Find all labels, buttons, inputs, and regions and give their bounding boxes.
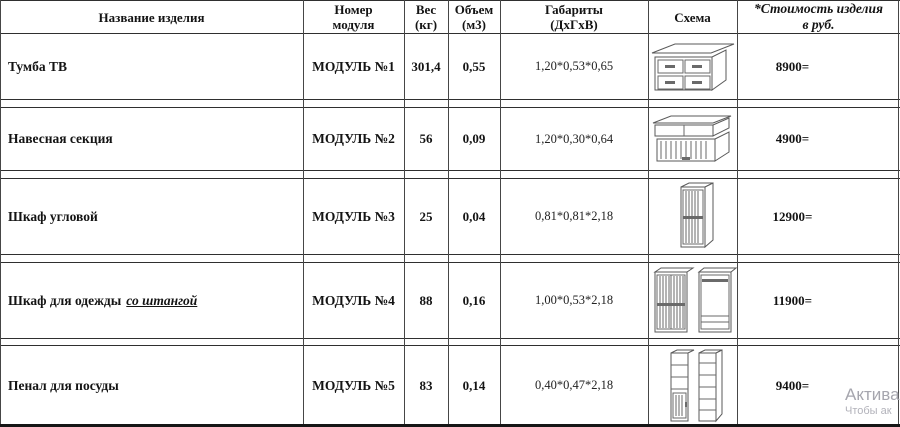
price-cell: 4900= <box>775 131 810 146</box>
module-cell: МОДУЛЬ №5 <box>312 377 395 393</box>
dimensions-cell: 0,81*0,81*2,18 <box>534 209 614 223</box>
product-name: Пенал для посуды <box>8 377 119 393</box>
module-cell: МОДУЛЬ №4 <box>312 292 395 308</box>
watermark-title: Актива <box>845 386 900 404</box>
dish-cabinet-drawing <box>661 348 725 424</box>
product-name-cell <box>0 34 303 99</box>
weight-cell: 301,4 <box>411 58 441 74</box>
product-name-cell <box>0 108 303 170</box>
corner-wardrobe-drawing <box>665 181 721 253</box>
wall-section-drawing <box>649 112 737 166</box>
module-cell: МОДУЛЬ №2 <box>312 131 395 146</box>
volume-cell: 0,16 <box>462 292 486 308</box>
tv-stand-drawing <box>649 39 737 95</box>
schema-cell <box>648 346 737 425</box>
weight-cell: 83 <box>419 377 433 393</box>
product-name: Шкаф угловой <box>8 208 98 224</box>
product-name: Навесная секция <box>8 131 113 146</box>
price-cell: 11900= <box>772 292 813 308</box>
price-cell: 12900= <box>772 208 813 224</box>
table-row <box>0 178 900 255</box>
schema-cell <box>648 34 737 99</box>
price-cell: 9400= <box>775 377 810 393</box>
dimensions-cell: 1,20*0,53*0,65 <box>534 59 614 73</box>
row-gap <box>0 171 900 178</box>
header-price: *Стоимость изделия в руб. <box>754 1 883 32</box>
header-volume: Объем (м3) <box>454 2 494 32</box>
volume-cell: 0,04 <box>462 208 486 224</box>
product-name-cell <box>0 263 303 338</box>
table-row <box>0 34 900 100</box>
table-row <box>0 107 900 171</box>
schema-cell <box>648 263 737 338</box>
header-module-number: Номер модуля <box>332 2 375 32</box>
product-name-cell <box>0 346 303 425</box>
weight-cell: 88 <box>419 292 433 308</box>
table-vertical-border <box>303 0 304 424</box>
row-gap <box>0 100 900 107</box>
table-vertical-border <box>404 0 405 424</box>
table-vertical-border <box>898 0 899 424</box>
dimensions-cell: 1,20*0,30*0,64 <box>534 131 614 146</box>
header-schema: Схема <box>674 9 711 25</box>
volume-cell: 0,09 <box>462 131 486 146</box>
table-vertical-border <box>0 0 1 424</box>
dimensions-cell: 0,40*0,47*2,18 <box>534 378 614 392</box>
table-vertical-border <box>648 0 649 424</box>
module-cell: МОДУЛЬ №3 <box>312 208 395 224</box>
weight-cell: 56 <box>419 131 433 146</box>
volume-cell: 0,14 <box>462 377 486 393</box>
module-cell: МОДУЛЬ №1 <box>312 58 395 74</box>
table-header-row <box>0 0 900 34</box>
schema-cell <box>648 108 737 170</box>
product-name: Тумба ТВ <box>8 58 67 74</box>
table-vertical-border <box>737 0 738 424</box>
table-vertical-border <box>448 0 449 424</box>
weight-cell: 25 <box>419 208 433 224</box>
table-vertical-border <box>500 0 501 424</box>
dimensions-cell: 1,00*0,53*2,18 <box>534 293 614 307</box>
watermark-subtitle: Чтобы ак <box>845 405 892 417</box>
header-dimensions: Габариты (ДхГхВ) <box>545 2 603 32</box>
product-name-cell <box>0 179 303 254</box>
header-label: Название изделия <box>98 9 205 25</box>
row-gap <box>0 255 900 262</box>
table-row <box>0 262 900 339</box>
volume-cell: 0,55 <box>462 58 486 74</box>
table-row <box>0 345 900 425</box>
wardrobe-drawing <box>649 266 737 336</box>
price-cell: 8900= <box>775 58 810 74</box>
header-product-name <box>0 1 303 33</box>
schema-cell <box>648 179 737 254</box>
product-name-suffix: со штангой <box>126 292 198 308</box>
header-weight: Вес (кг) <box>414 2 438 32</box>
product-name: Шкаф для одежды <box>8 292 122 308</box>
